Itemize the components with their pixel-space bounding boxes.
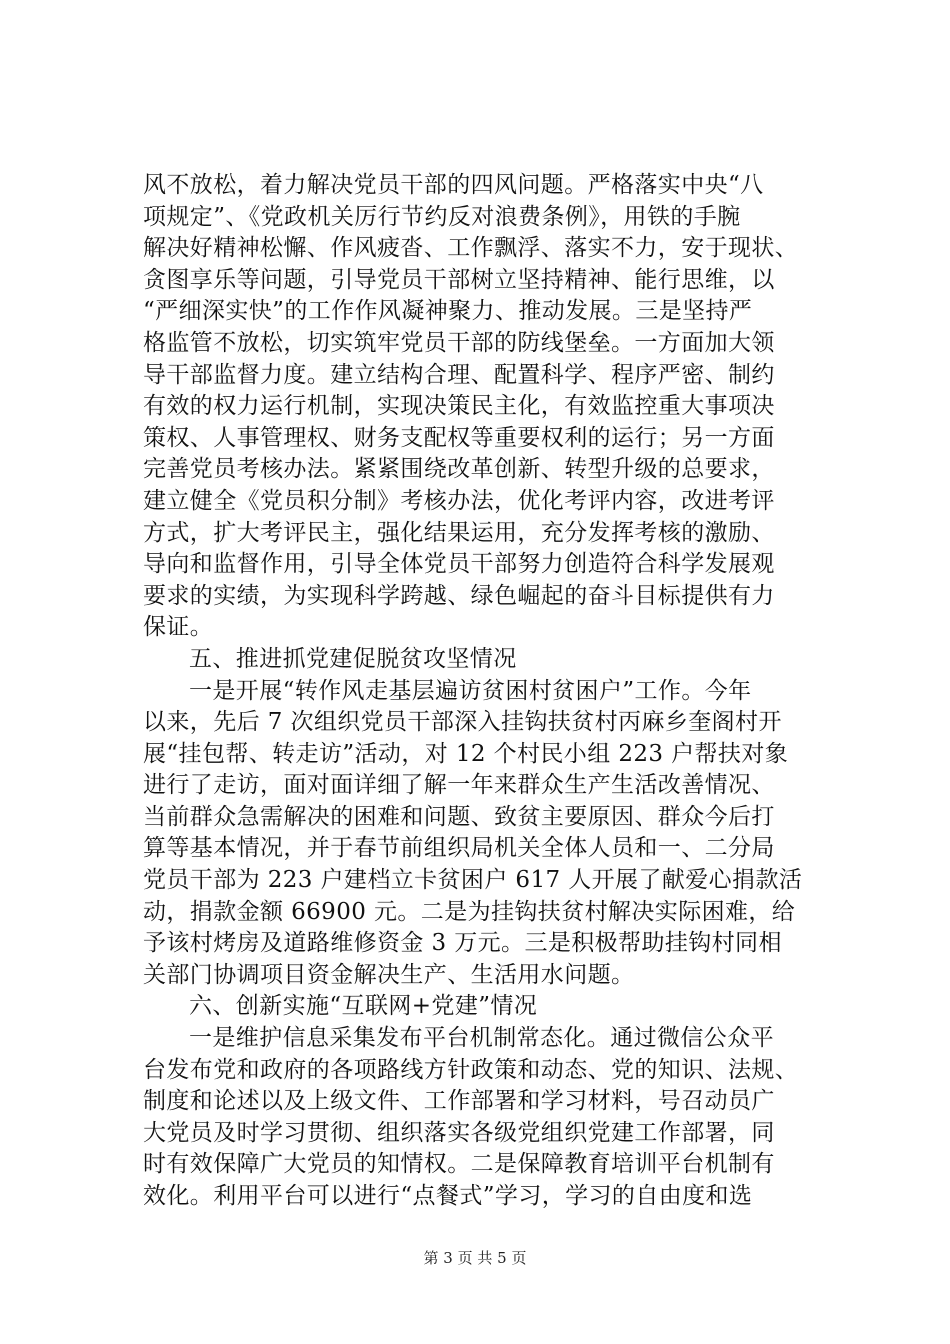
text-line: 党员干部为 223 户建档立卡贫困户 617 人开展了献爱心捐款活 xyxy=(143,867,803,894)
text-line: 进行了走访，面对面详细了解一年来群众生产生活改善情况、 xyxy=(143,772,775,799)
text-line: 贪图享乐等问题，引导党员干部树立坚持精神、能行思维，以 xyxy=(143,266,775,293)
text-line: 风不放松，着力解决党员干部的四风问题。严格落实中央“八 xyxy=(143,172,764,198)
text-line: 制度和论述以及上级文件、工作部署和学习材料，号召动员广 xyxy=(143,1088,775,1115)
text-line: 导向和监督作用，引导全体党员干部努力创造符合科学发展观 xyxy=(143,551,775,578)
text-line: 一是维护信息采集发布平台机制常态化。通过微信公众平 xyxy=(189,1025,774,1052)
text-line: 有效的权力运行机制，实现决策民主化，有效监控重大事项决 xyxy=(143,393,775,420)
text-line: 以来，先后 7 次组织党员干部深入挂钩扶贫村丙麻乡奎阁村开 xyxy=(143,709,782,736)
section-heading: 五、推进抓党建促脱贫攻坚情况 xyxy=(189,645,517,672)
text-line: 方式，扩大考评民主，强化结果运用，充分发挥考核的激励、 xyxy=(143,519,775,546)
page-number-footer: 第 3 页 共 5 页 xyxy=(423,1249,527,1267)
text-line: 策权、人事管理权、财务支配权等重要权利的运行；另一方面 xyxy=(143,424,775,451)
document-body xyxy=(143,170,843,1213)
text-line: 建立健全《党员积分制》考核办法，优化考评内容，改进考评 xyxy=(143,487,775,514)
text-line: “严细深实快”的工作作风凝神聚力、推动发展。三是坚持严 xyxy=(143,298,753,325)
text-line: 要求的实绩，为实现科学跨越、绿色崛起的奋斗目标提供有力 xyxy=(143,582,775,609)
text-line: 解决好精神松懈、作风疲沓、工作飘浮、落实不力，安于现状、 xyxy=(143,235,799,262)
text-line: 予该村烤房及道路维修资金 3 万元。三是积极帮助挂钩村同相 xyxy=(143,930,782,957)
text-line: 完善党员考核办法。紧紧围绕改革创新、转型升级的总要求， xyxy=(143,456,775,483)
text-line: 关部门协调项目资金解决生产、生活用水问题。 xyxy=(143,961,635,988)
text-line: 台发布党和政府的各项路线方针政策和动态、党的知识、法规、 xyxy=(143,1056,799,1083)
text-line: 一是开展“转作风走基层遍访贫困村贫困户”工作。今年 xyxy=(189,677,752,704)
text-line: 项规定”、《党政机关厉行节约反对浪费条例》，用铁的手腕 xyxy=(143,203,741,230)
text-line: 算等基本情况，并于春节前组织局机关全体人员和一、二分局 xyxy=(143,835,775,862)
text-line: 展“挂包帮、转走访”活动，对 12 个村民小组 223 户帮扶对象 xyxy=(143,740,789,767)
text-line: 导干部监督力度。建立结构合理、配置科学、程序严密、制约 xyxy=(143,361,775,388)
text-line: 时有效保障广大党员的知情权。二是保障教育培训平台机制有 xyxy=(143,1151,775,1178)
text-line: 动，捐款金额 66900 元。二是为挂钩扶贫村解决实际困难，给 xyxy=(143,898,796,925)
text-line: 格监管不放松，切实筑牢党员干部的防线堡垒。一方面加大领 xyxy=(143,329,775,356)
section-heading: 六、创新实施“互联网+党建”情况 xyxy=(189,993,538,1020)
text-line: 当前群众急需解决的困难和问题、致贫主要原因、群众今后打 xyxy=(143,803,775,830)
text-line: 大党员及时学习贯彻、组织落实各级党组织党建工作部署，同 xyxy=(143,1119,775,1146)
text-line: 效化。利用平台可以进行“点餐式”学习，学习的自由度和选 xyxy=(143,1183,753,1209)
text-line: 保证。 xyxy=(143,614,214,641)
